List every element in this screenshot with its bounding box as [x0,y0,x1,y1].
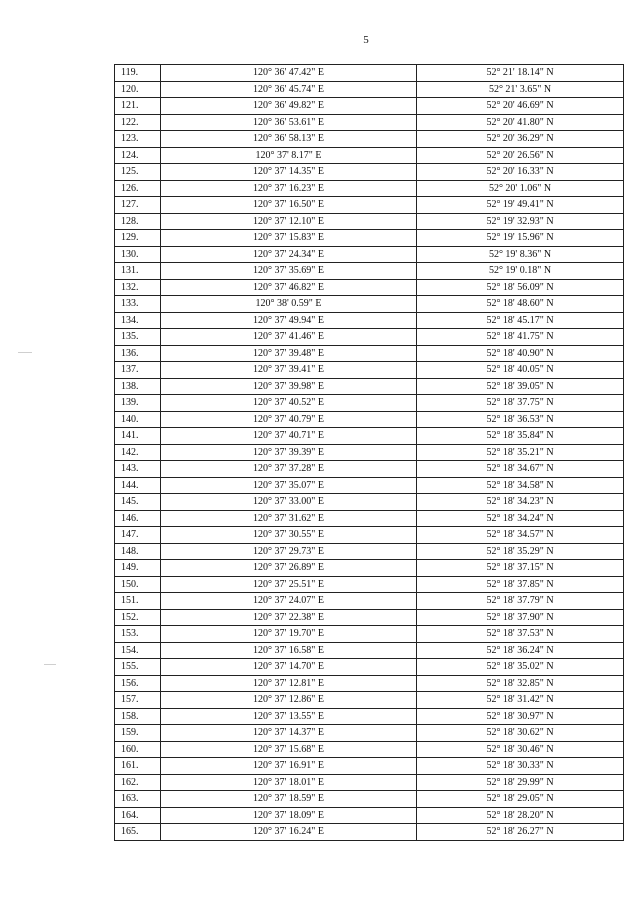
table-row [115,81,624,98]
point-number-cell: 125. [115,164,161,181]
table-row [115,807,624,824]
point-number-cell: 152. [115,609,161,626]
latitude-cell: 52° 20' 16.33" N [417,164,624,181]
longitude-cell: 120° 37' 12.86" E [161,692,417,709]
table-row [115,477,624,494]
longitude-cell: 120° 37' 33.00" E [161,494,417,511]
table-row [115,576,624,593]
table-row [115,296,624,313]
longitude-cell: 120° 38' 0.59" E [161,296,417,313]
latitude-cell: 52° 18' 30.46" N [417,741,624,758]
latitude-cell: 52° 21' 3.65" N [417,81,624,98]
point-number-cell: 129. [115,230,161,247]
point-number-cell: 130. [115,246,161,263]
table-row [115,230,624,247]
table-row [115,345,624,362]
point-number-cell: 164. [115,807,161,824]
table-row [115,98,624,115]
page-number: 5 [363,34,369,46]
table-row [115,428,624,445]
longitude-cell: 120° 37' 19.70" E [161,626,417,643]
longitude-cell: 120° 37' 18.09" E [161,807,417,824]
longitude-cell: 120° 37' 40.79" E [161,411,417,428]
longitude-cell: 120° 37' 41.46" E [161,329,417,346]
longitude-cell: 120° 37' 18.59" E [161,791,417,808]
point-number-cell: 135. [115,329,161,346]
latitude-cell: 52° 18' 40.90" N [417,345,624,362]
point-number-cell: 160. [115,741,161,758]
longitude-cell: 120° 36' 47.42" E [161,65,417,82]
longitude-cell: 120° 37' 39.39" E [161,444,417,461]
longitude-cell: 120° 37' 14.37" E [161,725,417,742]
longitude-cell: 120° 37' 16.50" E [161,197,417,214]
table-row [115,659,624,676]
latitude-cell: 52° 18' 36.53" N [417,411,624,428]
table-row [115,180,624,197]
table-row [115,411,624,428]
latitude-cell: 52° 18' 56.09" N [417,279,624,296]
table-row [115,246,624,263]
longitude-cell: 120° 37' 24.34" E [161,246,417,263]
latitude-cell: 52° 18' 37.75" N [417,395,624,412]
point-number-cell: 132. [115,279,161,296]
point-number-cell: 134. [115,312,161,329]
longitude-cell: 120° 36' 58.13" E [161,131,417,148]
table-row [115,510,624,527]
latitude-cell: 52° 18' 37.79" N [417,593,624,610]
point-number-cell: 141. [115,428,161,445]
table-row [115,675,624,692]
latitude-cell: 52° 18' 35.02" N [417,659,624,676]
table-row [115,114,624,131]
point-number-cell: 122. [115,114,161,131]
table-row [115,708,624,725]
latitude-cell: 52° 18' 41.75" N [417,329,624,346]
latitude-cell: 52° 18' 35.21" N [417,444,624,461]
longitude-cell: 120° 36' 45.74" E [161,81,417,98]
longitude-cell: 120° 37' 39.48" E [161,345,417,362]
longitude-cell: 120° 37' 35.69" E [161,263,417,280]
latitude-cell: 52° 18' 45.17" N [417,312,624,329]
table-row [115,692,624,709]
longitude-cell: 120° 37' 24.07" E [161,593,417,610]
point-number-cell: 123. [115,131,161,148]
point-number-cell: 133. [115,296,161,313]
point-number-cell: 151. [115,593,161,610]
table-row [115,626,624,643]
latitude-cell: 52° 18' 48.60" N [417,296,624,313]
table-row [115,213,624,230]
latitude-cell: 52° 18' 35.29" N [417,543,624,560]
longitude-cell: 120° 37' 31.62" E [161,510,417,527]
point-number-cell: 120. [115,81,161,98]
coordinates-table [114,64,624,841]
latitude-cell: 52° 18' 29.05" N [417,791,624,808]
point-number-cell: 128. [115,213,161,230]
longitude-cell: 120° 37' 15.68" E [161,741,417,758]
table-row [115,758,624,775]
point-number-cell: 162. [115,774,161,791]
longitude-cell: 120° 37' 25.51" E [161,576,417,593]
point-number-cell: 136. [115,345,161,362]
point-number-cell: 140. [115,411,161,428]
longitude-cell: 120° 37' 30.55" E [161,527,417,544]
table-row [115,362,624,379]
point-number-cell: 124. [115,147,161,164]
table-row [115,461,624,478]
table-row [115,329,624,346]
point-number-cell: 153. [115,626,161,643]
table-row [115,609,624,626]
point-number-cell: 156. [115,675,161,692]
longitude-cell: 120° 37' 12.81" E [161,675,417,692]
point-number-cell: 143. [115,461,161,478]
point-number-cell: 149. [115,560,161,577]
table-row [115,444,624,461]
table-row [115,543,624,560]
point-number-cell: 163. [115,791,161,808]
point-number-cell: 119. [115,65,161,82]
latitude-cell: 52° 20' 36.29" N [417,131,624,148]
longitude-cell: 120° 36' 49.82" E [161,98,417,115]
table-row [115,147,624,164]
point-number-cell: 158. [115,708,161,725]
table-row [115,65,624,82]
latitude-cell: 52° 18' 37.85" N [417,576,624,593]
point-number-cell: 138. [115,378,161,395]
point-number-cell: 161. [115,758,161,775]
point-number-cell: 146. [115,510,161,527]
longitude-cell: 120° 37' 39.98" E [161,378,417,395]
latitude-cell: 52° 18' 36.24" N [417,642,624,659]
point-number-cell: 142. [115,444,161,461]
longitude-cell: 120° 37' 29.73" E [161,543,417,560]
point-number-cell: 121. [115,98,161,115]
latitude-cell: 52° 19' 0.18" N [417,263,624,280]
table-row [115,164,624,181]
table-row [115,131,624,148]
longitude-cell: 120° 36' 53.61" E [161,114,417,131]
latitude-cell: 52° 20' 1.06" N [417,180,624,197]
latitude-cell: 52° 18' 31.42" N [417,692,624,709]
latitude-cell: 52° 19' 49.41" N [417,197,624,214]
longitude-cell: 120° 37' 14.35" E [161,164,417,181]
longitude-cell: 120° 37' 40.52" E [161,395,417,412]
latitude-cell: 52° 18' 30.33" N [417,758,624,775]
latitude-cell: 52° 19' 15.96" N [417,230,624,247]
latitude-cell: 52° 19' 8.36" N [417,246,624,263]
latitude-cell: 52° 18' 37.90" N [417,609,624,626]
coordinates-table-body [115,65,624,841]
point-number-cell: 139. [115,395,161,412]
longitude-cell: 120° 37' 16.91" E [161,758,417,775]
latitude-cell: 52° 18' 30.62" N [417,725,624,742]
point-number-cell: 154. [115,642,161,659]
latitude-cell: 52° 20' 26.56" N [417,147,624,164]
table-row [115,312,624,329]
point-number-cell: 148. [115,543,161,560]
latitude-cell: 52° 18' 37.15" N [417,560,624,577]
point-number-cell: 159. [115,725,161,742]
latitude-cell: 52° 18' 29.99" N [417,774,624,791]
point-number-cell: 155. [115,659,161,676]
longitude-cell: 120° 37' 37.28" E [161,461,417,478]
point-number-cell: 137. [115,362,161,379]
longitude-cell: 120° 37' 46.82" E [161,279,417,296]
latitude-cell: 52° 18' 40.05" N [417,362,624,379]
point-number-cell: 144. [115,477,161,494]
table-row [115,725,624,742]
point-number-cell: 147. [115,527,161,544]
table-row [115,642,624,659]
point-number-cell: 145. [115,494,161,511]
table-row [115,527,624,544]
longitude-cell: 120° 37' 15.83" E [161,230,417,247]
latitude-cell: 52° 18' 28.20" N [417,807,624,824]
latitude-cell: 52° 20' 41.80" N [417,114,624,131]
latitude-cell: 52° 18' 30.97" N [417,708,624,725]
latitude-cell: 52° 18' 34.24" N [417,510,624,527]
longitude-cell: 120° 37' 22.38" E [161,609,417,626]
table-row [115,741,624,758]
longitude-cell: 120° 37' 49.94" E [161,312,417,329]
table-row [115,197,624,214]
table-row [115,593,624,610]
table-row [115,263,624,280]
table-row [115,824,624,841]
longitude-cell: 120° 37' 39.41" E [161,362,417,379]
latitude-cell: 52° 19' 32.93" N [417,213,624,230]
table-row [115,560,624,577]
table-row [115,494,624,511]
point-number-cell: 150. [115,576,161,593]
point-number-cell: 165. [115,824,161,841]
latitude-cell: 52° 18' 32.85" N [417,675,624,692]
longitude-cell: 120° 37' 14.70" E [161,659,417,676]
latitude-cell: 52° 18' 37.53" N [417,626,624,643]
latitude-cell: 52° 18' 39.05" N [417,378,624,395]
longitude-cell: 120° 37' 16.58" E [161,642,417,659]
longitude-cell: 120° 37' 35.07" E [161,477,417,494]
longitude-cell: 120° 37' 16.23" E [161,180,417,197]
longitude-cell: 120° 37' 13.55" E [161,708,417,725]
latitude-cell: 52° 18' 34.57" N [417,527,624,544]
longitude-cell: 120° 37' 12.10" E [161,213,417,230]
table-row [115,279,624,296]
point-number-cell: 157. [115,692,161,709]
table-row [115,774,624,791]
table-row [115,395,624,412]
point-number-cell: 126. [115,180,161,197]
latitude-cell: 52° 18' 34.23" N [417,494,624,511]
longitude-cell: 120° 37' 40.71" E [161,428,417,445]
scan-artifact-mark [44,664,56,665]
latitude-cell: 52° 18' 26.27" N [417,824,624,841]
latitude-cell: 52° 20' 46.69" N [417,98,624,115]
table-row [115,378,624,395]
point-number-cell: 131. [115,263,161,280]
latitude-cell: 52° 21' 18.14" N [417,65,624,82]
longitude-cell: 120° 37' 26.89" E [161,560,417,577]
longitude-cell: 120° 37' 16.24" E [161,824,417,841]
point-number-cell: 127. [115,197,161,214]
longitude-cell: 120° 37' 18.01" E [161,774,417,791]
longitude-cell: 120° 37' 8.17" E [161,147,417,164]
scan-artifact-mark [18,352,32,353]
latitude-cell: 52° 18' 34.58" N [417,477,624,494]
latitude-cell: 52° 18' 35.84" N [417,428,624,445]
table-row [115,791,624,808]
latitude-cell: 52° 18' 34.67" N [417,461,624,478]
